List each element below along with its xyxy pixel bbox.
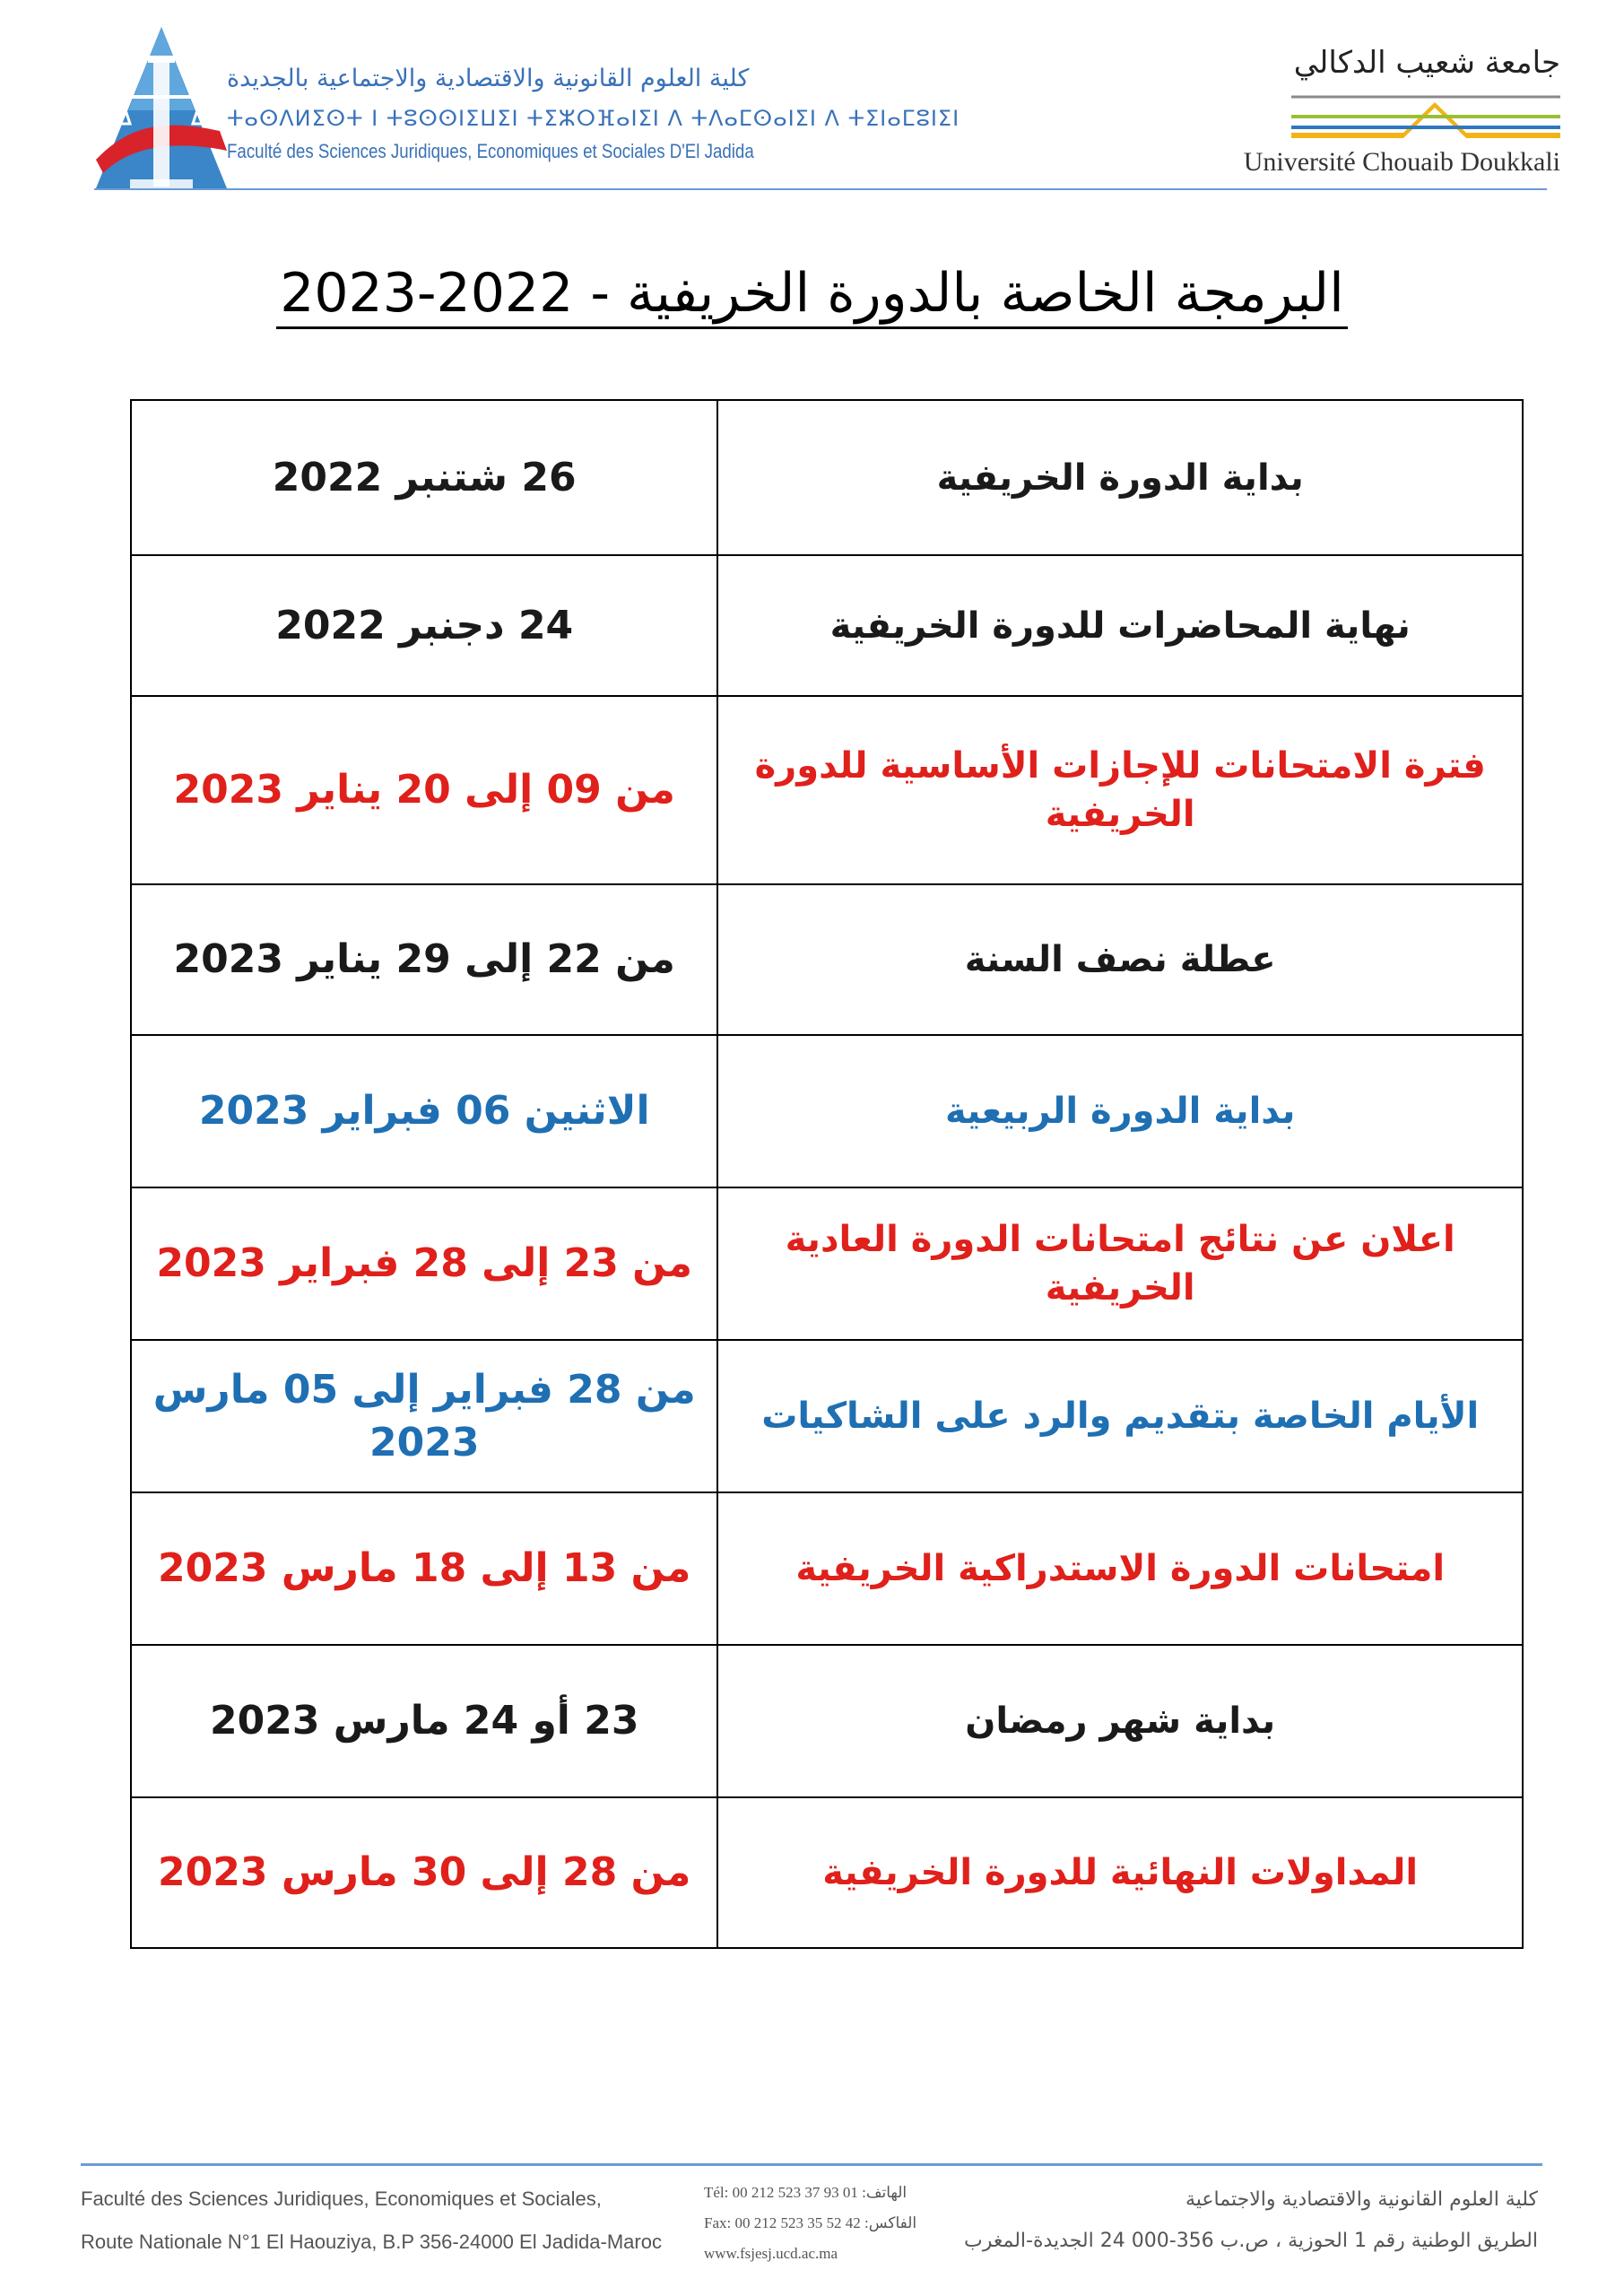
schedule-row: [131, 400, 1523, 555]
page-title: البرمجة الخاصة بالدورة الخريفية - 2022-2023: [276, 262, 1348, 329]
university-name-arabic: جامعة شعيب الدكالي: [1293, 45, 1560, 81]
university-name-french: Université Chouaib Doukkali: [1243, 147, 1560, 177]
university-header: [1243, 36, 1560, 197]
schedule-table: [130, 399, 1524, 1949]
footer-arabic-line-1: كلية العلوم القانونية والاقتصادية والاجتماعية: [1185, 2188, 1538, 2211]
schedule-event-date: 26 شتنبر 2022: [131, 400, 717, 555]
schedule-row: [131, 696, 1523, 884]
university-logo-graphic: [1291, 91, 1560, 145]
schedule-event-date: 24 دجنبر 2022: [131, 555, 717, 696]
footer-arabic-line-2: الطريق الوطنية رقم 1 الحوزية ، ص.ب 356-000 24 الجديدة-المغرب: [964, 2230, 1538, 2252]
schedule-event-label: اعلان عن نتائج امتحانات الدورة العادية الخريفية: [717, 1187, 1523, 1340]
schedule-event-date: من 22 إلى 29 يناير 2023: [131, 884, 717, 1035]
schedule-row: [131, 555, 1523, 696]
footer-french-line-2: Route Nationale N°1 El Haouziya, B.P 356-24000 El Jadida-Maroc: [81, 2231, 662, 2253]
schedule-event-label: المداولات النهائية للدورة الخريفية: [717, 1797, 1523, 1948]
footer-address-arabic: [964, 2179, 1538, 2262]
schedule-event-date: من 13 إلى 18 مارس 2023: [131, 1492, 717, 1645]
schedule-row: [131, 1035, 1523, 1187]
page-title-wrap: [0, 262, 1624, 325]
schedule-event-date: من 28 إلى 30 مارس 2023: [131, 1797, 717, 1948]
footer-french-line-1: Faculté des Sciences Juridiques, Economiques et Sociales,: [81, 2187, 602, 2210]
schedule-event-label: امتحانات الدورة الاستدراكية الخريفية: [717, 1492, 1523, 1645]
footer-website-link[interactable]: www.fsjesj.ucd.ac.ma: [704, 2245, 838, 2262]
footer-address-french: [81, 2178, 662, 2264]
footer-contact: [704, 2178, 916, 2269]
faculty-name-tifinagh: ⵜⴰⵙⴷⵍⵉⵙⵜ ⵏ ⵜⵓⵙⵙⵏⵉⵡⵉⵏ ⵜⵉⵣⵔⴼⴰⵏⵉⵏ ⴷ ⵜⴷⴰⵎⵙⴰⵏⵉⵏ ⴷ ⵜⵉⵏⴰⵎⵓⵏⵉⵏ: [227, 106, 960, 131]
schedule-event-label: نهاية المحاضرات للدورة الخريفية: [717, 555, 1523, 696]
schedule-event-label: بداية الدورة الربيعية: [717, 1035, 1523, 1187]
schedule-row: [131, 1492, 1523, 1645]
schedule-event-label: الأيام الخاصة بتقديم والرد على الشاكيات: [717, 1340, 1523, 1492]
schedule-event-date: من 09 إلى 20 يناير 2023: [131, 696, 717, 884]
schedule-event-label: بداية شهر رمضان: [717, 1645, 1523, 1797]
faculty-logo: [94, 25, 229, 196]
schedule-event-label: بداية الدورة الخريفية: [717, 400, 1523, 555]
schedule-event-date: من 23 إلى 28 فبراير 2023: [131, 1187, 717, 1340]
schedule-event-label: فترة الامتحانات للإجازات الأساسية للدورة الخريفية: [717, 696, 1523, 884]
schedule-row: [131, 1187, 1523, 1340]
footer-divider: [81, 2163, 1542, 2166]
schedule-row: [131, 1797, 1523, 1948]
schedule-row: [131, 1645, 1523, 1797]
footer-fax: Fax: 00 212 523 35 52 42 :الفاكس: [704, 2214, 917, 2231]
schedule-row: [131, 1340, 1523, 1492]
faculty-name-french: Faculté des Sciences Juridiques, Economiques et Sociales D'El Jadida: [227, 140, 754, 162]
schedule-row: [131, 884, 1523, 1035]
schedule-event-label: عطلة نصف السنة: [717, 884, 1523, 1035]
footer-tel: Tél: 00 212 523 37 93 01 :الهاتف: [704, 2184, 908, 2201]
schedule-event-date: من 28 فبراير إلى 05 مارس 2023: [131, 1340, 717, 1492]
header-divider: [94, 188, 1547, 190]
faculty-name-arabic: كلية العلوم القانونية والاقتصادية والاجتماعية بالجديدة: [227, 65, 750, 92]
faculty-header: [94, 25, 960, 196]
schedule-event-date: الاثنين 06 فبراير 2023: [131, 1035, 717, 1187]
schedule-event-date: 23 أو 24 مارس 2023: [131, 1645, 717, 1797]
